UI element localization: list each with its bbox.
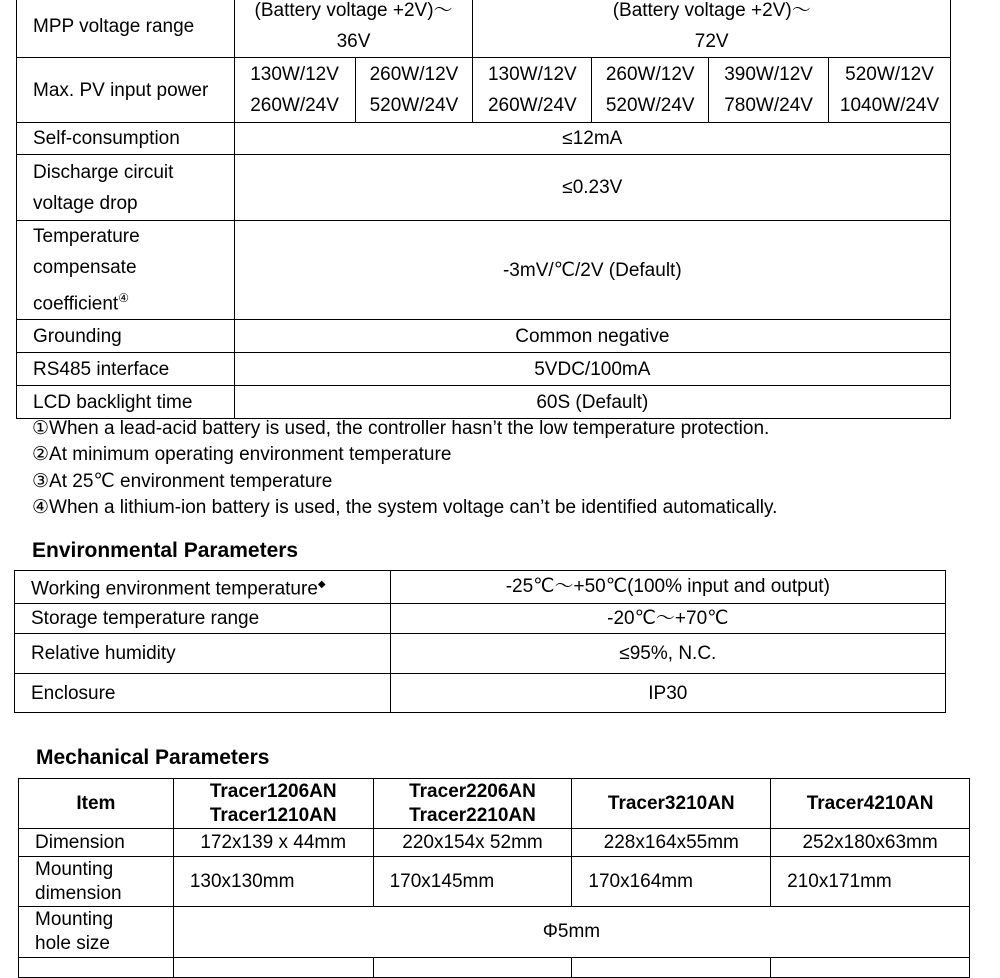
pv-cell: [234, 58, 355, 123]
grounding-value: Common negative: [234, 320, 950, 353]
grounding-label: Grounding: [17, 320, 235, 353]
env-value: -20℃～+70℃: [390, 604, 945, 634]
diamond-mark: ◆: [317, 579, 326, 590]
pv-cell-line2: 520W/24V: [605, 95, 695, 116]
mechanical-table: [18, 778, 970, 978]
temp-comp-label-line3: coefficient: [33, 293, 119, 315]
footnote-4: ④When a lithium-ion battery is used, the system voltage can’t be identified automatically.: [32, 497, 778, 518]
mpp-voltage-label: MPP voltage range: [17, 0, 235, 58]
mech-header-model: Tracer3210AN: [572, 779, 771, 829]
mounting-hole-line2: hole size: [35, 933, 110, 954]
pv-cell-line1: 130W/12V: [250, 64, 339, 85]
discharge-drop-label: [17, 155, 235, 221]
cut-cell: [771, 958, 970, 978]
dimension-value: 220x154x 52mm: [373, 829, 572, 857]
env-label: Enclosure: [15, 674, 391, 713]
mpp-36v-line2: 36V: [336, 31, 371, 52]
dimension-value: 228x164x55mm: [572, 829, 771, 857]
mounting-dimension-value: 130x130mm: [173, 857, 373, 907]
model-line2: Tracer2210AN: [409, 804, 536, 826]
environmental-table: [14, 570, 946, 713]
env-label: Storage temperature range: [15, 604, 391, 634]
pv-cell: [709, 58, 829, 123]
footnote-3: ③At 25℃ environment temperature: [32, 471, 333, 492]
mounting-hole-value: Φ5mm: [173, 907, 969, 958]
discharge-drop-label-line1: Discharge circuit: [33, 161, 174, 183]
cut-cell: [373, 958, 572, 978]
lcd-backlight-value: 60S (Default): [234, 386, 950, 419]
env-label-text: Working environment temperature: [31, 578, 318, 600]
mpp-72v-line2: 72V: [694, 31, 729, 52]
env-row: [15, 634, 946, 674]
model-line2: Tracer1210AN: [209, 804, 337, 826]
env-row: [15, 674, 946, 713]
pv-cell-line1: 260W/12V: [369, 64, 459, 85]
discharge-drop-label-line2: voltage drop: [33, 192, 138, 214]
cut-cell: [572, 958, 771, 978]
grounding-row: [17, 320, 951, 353]
cut-cell: [173, 958, 373, 978]
mounting-dimension-value: 170x145mm: [373, 857, 572, 907]
pv-cell-line2: 260W/24V: [250, 95, 339, 116]
dimension-value: 252x180x63mm: [771, 829, 970, 857]
dimension-value: 172x139 x 44mm: [173, 829, 373, 857]
environmental-title: Environmental Parameters: [32, 539, 299, 562]
mech-header-item: Item: [19, 779, 174, 829]
mech-header-model: Tracer4210AN: [771, 779, 970, 829]
mounting-hole-label: [19, 907, 174, 958]
env-row: [15, 604, 946, 634]
pv-cell-line1: 130W/12V: [487, 64, 577, 85]
temp-comp-label-line1: Temperature: [33, 226, 140, 247]
mechanical-title: Mechanical Parameters: [36, 746, 270, 769]
mounting-dim-line1: Mounting: [35, 858, 114, 880]
mpp-voltage-row: [17, 0, 951, 58]
pv-cell: [592, 58, 709, 123]
mounting-dimension-value: 170x164mm: [572, 857, 771, 907]
pv-cell-line1: 260W/12V: [605, 64, 695, 85]
rs485-value: 5VDC/100mA: [234, 353, 950, 386]
mpp-72v-line1: (Battery voltage +2V)～: [612, 0, 811, 21]
dimension-label: Dimension: [19, 829, 174, 857]
mech-header-row: [19, 779, 970, 829]
temp-comp-label: [17, 221, 235, 320]
mech-dimension-row: [19, 829, 970, 857]
cut-cell: [19, 958, 174, 978]
mech-mounting-dim-row: [19, 857, 970, 907]
mpp-voltage-value-72v: [473, 0, 951, 58]
mpp-36v-line1: (Battery voltage +2V)～: [254, 0, 453, 21]
max-pv-input-row: [17, 58, 951, 123]
rs485-row: [17, 353, 951, 386]
env-label: Relative humidity: [15, 634, 391, 674]
temp-comp-label-line2: compensate: [33, 257, 137, 278]
pv-cell-line2: 260W/24V: [487, 95, 577, 116]
temp-comp-value: -3mV/℃/2V (Default): [234, 221, 950, 320]
pv-cell-line2: 520W/24V: [369, 95, 459, 116]
env-row: [15, 571, 946, 604]
self-consumption-value: ≤12mA: [234, 123, 950, 155]
mounting-dimension-label: [19, 857, 174, 907]
model-line1: Tracer1206AN: [209, 780, 337, 802]
env-label: [15, 571, 391, 604]
pv-cell-line1: 390W/12V: [724, 64, 813, 85]
self-consumption-label: Self-consumption: [17, 123, 235, 155]
lcd-backlight-row: [17, 386, 951, 419]
pv-cell-line1: 520W/12V: [845, 64, 934, 85]
temp-comp-row: [17, 221, 951, 320]
mounting-hole-line1: Mounting: [35, 909, 114, 930]
footnote-2: ②At minimum operating environment temperature: [32, 444, 452, 465]
pv-cell: [829, 58, 951, 123]
pv-cell: [355, 58, 473, 123]
discharge-drop-row: [17, 155, 951, 221]
pv-cell-line2: 780W/24V: [724, 95, 813, 116]
env-value: IP30: [390, 674, 945, 713]
pv-cell: [473, 58, 592, 123]
self-consumption-row: [17, 123, 951, 155]
mech-cut-row: [19, 958, 970, 978]
rs485-label: RS485 interface: [17, 353, 235, 386]
mech-mounting-hole-row: [19, 907, 970, 958]
pv-cell-line2: 1040W/24V: [839, 95, 940, 116]
footnote-4-mark: ④: [118, 291, 129, 305]
electrical-parameters-table: [16, 0, 951, 419]
mpp-voltage-value-36v: [234, 0, 473, 58]
mech-header-model: [373, 779, 572, 829]
env-value: ≤95%, N.C.: [390, 634, 945, 674]
footnote-1: ①When a lead-acid battery is used, the controller hasn’t the low temperature protection.: [32, 418, 770, 439]
lcd-backlight-label: LCD backlight time: [17, 386, 235, 419]
mounting-dimension-value: 210x171mm: [771, 857, 970, 907]
mounting-dim-line2: dimension: [35, 882, 122, 904]
model-line1: Tracer2206AN: [409, 780, 536, 802]
max-pv-input-label: Max. PV input power: [17, 58, 235, 123]
env-value: -25℃～+50℃(100% input and output): [390, 571, 945, 604]
discharge-drop-value: ≤0.23V: [234, 155, 950, 221]
mech-header-model: [173, 779, 373, 829]
